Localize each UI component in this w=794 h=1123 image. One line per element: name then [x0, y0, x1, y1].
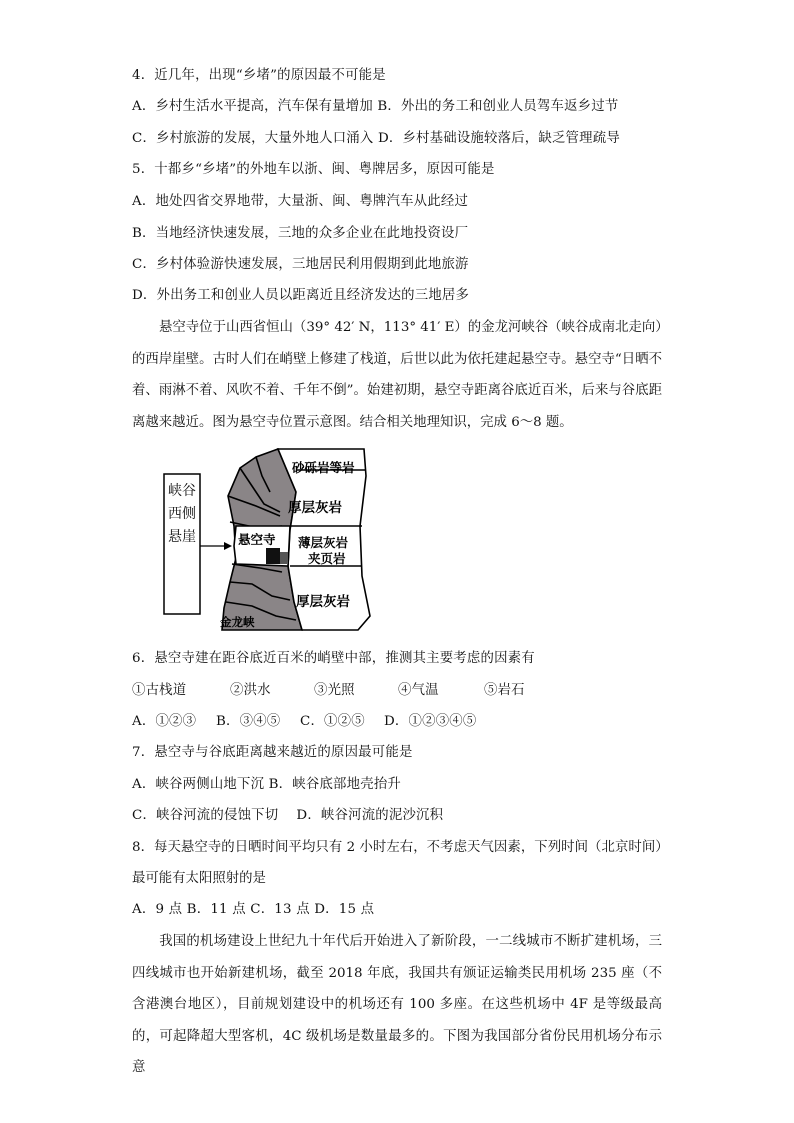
q4-options-cd: C．乡村旅游的发展，大量外地人口涌入 D．乡村基础设施较落后，缺乏管理疏导	[132, 131, 620, 146]
layer-conglomerate-label: 砂砾岩等岩	[292, 460, 355, 475]
q4-options-ab: A．乡村生活水平提高，汽车保有量增加 B．外出的务工和创业人员驾车返乡过节	[132, 99, 619, 114]
q6-options	[132, 712, 476, 732]
q6-factor: ③光照	[314, 683, 355, 698]
q6-factor: ②洪水	[230, 683, 271, 698]
q7-options-cd: C．峡谷河流的侵蚀下切 D．峡谷河流的泥沙沉积	[132, 808, 444, 823]
q6-option-c: C．①②⑤	[300, 714, 365, 729]
q6-stem: 6．悬空寺建在距谷底近百米的峭壁中部，推测其主要考虑的因素有	[132, 651, 535, 666]
cliff-side-label: 峡谷西侧悬崖	[168, 483, 196, 545]
q5-option-d: D．外出务工和创业人员以距离近且经济发达的三地居多	[132, 288, 470, 303]
q5-option-b: B．当地经济快速发展，三地的众多企业在此地投资设厂	[132, 226, 469, 241]
q6-option-b: B．③④⑤	[216, 714, 281, 729]
q6-factor: ④气温	[398, 683, 439, 698]
q5-option-a: A．地处四省交界地带，大量浙、闽、粤牌汽车从此经过	[132, 194, 469, 209]
temple-label: 悬空寺	[238, 532, 276, 547]
xuankong-temple-diagram	[160, 446, 372, 634]
layer-thick-limestone-upper-label: 厚层灰岩	[288, 500, 342, 516]
q8-options: A．9 点 B．11 点 C．13 点 D．15 点	[132, 902, 375, 917]
q8-stem: 8．每天悬空寺的日晒时间平均只有 2 小时左右，不考虑天气因素，下列时间（北京时间）最可能有太阳照射的是	[132, 840, 662, 886]
layer-thin-limestone-label: 薄层灰岩	[298, 535, 349, 550]
gorge-label: 金龙峡	[220, 615, 255, 629]
q4-stem: 4．近几年，出现“乡堵”的原因最不可能是	[132, 68, 386, 83]
passage-airports	[132, 926, 662, 1084]
q6-factor: ⑤岩石	[484, 683, 525, 698]
q6-factor: ①古栈道	[132, 683, 187, 698]
q6-factors	[132, 681, 525, 701]
q5-option-c: C．乡村体验游快速发展，三地居民利用假期到此地旅游	[132, 257, 469, 272]
q7-stem: 7．悬空寺与谷底距离越来越近的原因最可能是	[132, 745, 413, 760]
passage-airports-text: 我国的机场建设上世纪九十年代后开始进入了新阶段，一二线城市不断扩建机场，三四线城市也开始新建机场，截至 2018 年底，我国共有颁证运输类民用机场 235 座（不含港澳台地区），目前规划建设中的机场还有 100 多座。在这些机场中 4F 是等级最高的，可起降超大型客机，4C 级机场是数量最多的。下图为我国部分省份民用机场分布示意	[132, 934, 662, 1076]
q7-options-ab: A．峡谷两侧山地下沉 B．峡谷底部地壳抬升	[132, 777, 401, 792]
q6-option-a: A．①②③	[132, 714, 197, 729]
passage-xuankong-text: 悬空寺位于山西省恒山（39° 42′ N，113° 41′ E）的金龙河峡谷（峡谷成南北走向）的西岸崖壁。古时人们在峭壁上修建了栈道，后世以此为依托建起悬空寺。悬空寺“日晒不着、雨淋不着、风吹不着、千年不倒”。始建初期，悬空寺距离谷底近百米，后来与谷底距离越来越近。图为悬空寺位置示意图。结合相关地理知识，完成 6～8 题。	[132, 320, 662, 430]
passage-xuankong-temple	[132, 312, 662, 438]
q5-stem: 5．十都乡“乡堵”的外地车以浙、闽、粤牌居多，原因可能是	[132, 162, 495, 177]
layer-thick-limestone-lower-label: 厚层灰岩	[296, 594, 350, 610]
q6-option-d: D．①②③④⑤	[384, 714, 477, 729]
layer-shale-label: 夹页岩	[308, 551, 346, 566]
